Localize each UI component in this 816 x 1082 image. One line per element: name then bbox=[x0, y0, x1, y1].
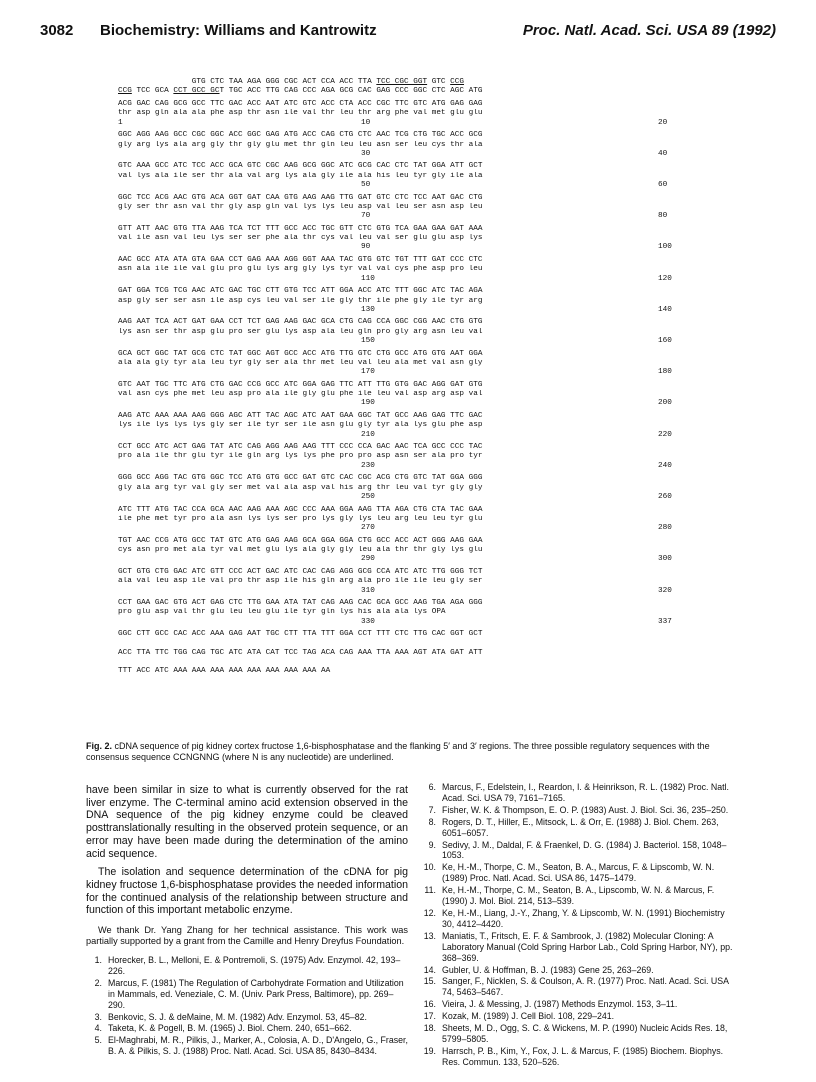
reference-text: Gubler, U. & Hoffman, B. J. (1983) Gene 25, 263–269. bbox=[442, 964, 654, 975]
residue-number: 240 bbox=[658, 461, 672, 470]
reference-list-right bbox=[420, 782, 736, 1068]
reference-entry bbox=[420, 862, 736, 884]
sequence-block bbox=[118, 537, 718, 565]
nucleotide-line: CCT GCC ATC ACT GAG TAT ATC CAG AGG AAG AAG TTT CCC CCA GAC AAC TCA GCC CCC TAC bbox=[118, 443, 483, 452]
sequence-block bbox=[118, 506, 718, 534]
reference-number: 14. bbox=[423, 964, 436, 975]
amino-acid-line: lys ile lys lys lys gly ser ile tyr ser ile asn glu gly tyr ala lys glu phe asp bbox=[118, 421, 483, 430]
residue-number-line bbox=[118, 493, 718, 502]
reference-entry bbox=[420, 908, 736, 930]
reference-text: Benkovic, S. J. & deMaine, M. M. (1982) Adv. Enzymol. 53, 45–82. bbox=[108, 1011, 367, 1022]
sequence-block bbox=[118, 350, 718, 378]
regulatory-sequence-underline: TCC CGC GGT bbox=[376, 78, 428, 86]
residue-number: 220 bbox=[658, 430, 672, 439]
reference-entry bbox=[420, 817, 736, 839]
sequence-block bbox=[118, 162, 718, 190]
reference-text: Maniatis, T., Fritsch, E. F. & Sambrook, J. (1982) Molecular Cloning: A Laboratory Manual (Cold Spring Harbor Lab., Cold Spring Harbor, NY), pp. 368–369. bbox=[442, 930, 733, 963]
regulatory-sequence-underline: CCG bbox=[450, 78, 465, 86]
amino-acid-line: pro glu asp val thr glu leu leu glu ile tyr gln lys his ala ala lys OPA bbox=[118, 608, 446, 617]
reference-text: Sedivy, J. M., Daldal, F. & Fraenkel, D. G. (1984) J. Bacteriol. 158, 1048–1053. bbox=[442, 839, 727, 861]
reference-number: 19. bbox=[423, 1045, 436, 1056]
reference-text: Sanger, F., Nicklen, S. & Coulson, A. R. (1977) Proc. Natl. Acad. Sci. USA 74, 5463–5467. bbox=[442, 976, 729, 998]
residue-number: 130 bbox=[361, 305, 375, 314]
nucleotide-line: AAG AAT TCA ACT GAT GAA CCT TCT GAG AAG GAC GCA CTG CAG CCA GGC CGG AAC CTG GTG bbox=[118, 318, 483, 327]
reference-entry bbox=[86, 978, 408, 1011]
reference-entry bbox=[420, 965, 736, 976]
amino-acid-line: lys asn ser thr asp glu pro ser glu lys asp ala leu gln pro gly arg asn leu val bbox=[118, 327, 483, 336]
reference-text: Kozak, M. (1989) J. Cell Biol. 108, 229–241. bbox=[442, 1011, 615, 1022]
sequence-block bbox=[118, 381, 718, 409]
reference-text: Ke, H.-M., Liang, J.-Y., Zhang, Y. & Lipscomb, W. N. (1991) Biochemistry 30, 4412–4420. bbox=[442, 907, 725, 929]
reference-number: 3. bbox=[94, 1011, 102, 1022]
left-column bbox=[86, 784, 408, 1057]
cdna-sequence bbox=[118, 78, 718, 685]
amino-acid-line: asn ala ile ile val glu pro glu lys arg gly lys tyr val val cys phe asp pro leu bbox=[118, 265, 483, 274]
regulatory-sequence-underline: CCT GCC GC bbox=[173, 87, 220, 96]
nucleotide-line: AAC GCC ATA ATA GTA GAA CCT GAG AAA AGG GGT AAA TAC GTG GTC TGT TTT GAT CCC CTC bbox=[118, 256, 483, 265]
residue-number: 200 bbox=[658, 399, 672, 408]
reference-number: 11. bbox=[424, 885, 436, 896]
amino-acid-line: val asn cys phe met leu asp pro ala ile gly glu phe ile leu val asp arg asp val bbox=[118, 390, 483, 399]
reference-number: 15. bbox=[423, 976, 436, 987]
figure-caption-text: cDNA sequence of pig kidney cortex fructose 1,6-bisphosphatase and the flanking 5′ and 3′ regions. The three possible regulatory sequences with the consensus sequence CCNGNNG (where N is any nucleotide) are underlined. bbox=[86, 741, 710, 762]
residue-number: 210 bbox=[361, 430, 375, 439]
residue-number-line bbox=[118, 243, 718, 252]
reference-entry bbox=[420, 840, 736, 862]
reference-entry bbox=[420, 782, 736, 804]
sequence-block bbox=[118, 256, 718, 284]
residue-number-line bbox=[118, 555, 718, 564]
residue-number: 290 bbox=[361, 555, 375, 564]
residue-number-line bbox=[118, 150, 718, 159]
residue-number: 320 bbox=[658, 586, 672, 595]
reference-text: Taketa, K. & Pogell, B. M. (1965) J. Biol. Chem. 240, 651–662. bbox=[108, 1023, 352, 1034]
residue-number-line bbox=[118, 337, 718, 346]
amino-acid-line: gly arg lys ala arg gly thr gly glu met thr gln leu leu asn ser leu cys thr ala bbox=[118, 140, 483, 149]
reference-number: 10. bbox=[423, 862, 436, 873]
sequence-block bbox=[118, 194, 718, 222]
reference-entry bbox=[420, 999, 736, 1010]
reference-text: Fisher, W. K. & Thompson, E. O. P. (1983) Aust. J. Biol. Sci. 36, 235–250. bbox=[442, 804, 729, 815]
residue-number: 170 bbox=[361, 368, 375, 377]
reference-number: 16. bbox=[423, 999, 436, 1010]
running-head: Biochemistry: Williams and Kantrowitz bbox=[100, 22, 377, 39]
residue-number: 337 bbox=[658, 617, 672, 626]
residue-number: 180 bbox=[658, 368, 672, 377]
amino-acid-line: val lys ala ile ser thr ala val arg lys ala gly ile ala his leu tyr gly ile ala bbox=[118, 171, 483, 180]
residue-number: 330 bbox=[361, 617, 375, 626]
reference-entry bbox=[86, 1012, 408, 1023]
reference-text: Marcus, F., Edelstein, I., Reardon, I. & Heinrikson, R. L. (1982) Proc. Natl. Acad. Sci. USA 79, 7161–7165. bbox=[442, 782, 729, 803]
reference-entry bbox=[420, 1011, 736, 1022]
amino-acid-line: val ile asn val leu lys ser ser phe ala thr cys val leu val ser glu glu asp lys bbox=[118, 234, 483, 243]
sequence-5prime-line-1: GTG CTC TAA AGA GGG CGC ACT CCA ACC TTA TCC CGC GGT GTC CCG bbox=[118, 78, 465, 86]
nucleotide-line: ACG GAC CAG GCG GCC TTC GAC ACC AAT ATC GTC ACC CTA ACC CGC TTC GTC ATG GAG GAG bbox=[118, 100, 483, 109]
reference-number: 7. bbox=[428, 804, 436, 815]
residue-number: 250 bbox=[361, 492, 375, 501]
sequence-block bbox=[118, 131, 718, 159]
amino-acid-line: cys asn pro met ala tyr val met glu lys ala gly gly leu ala thr thr gly lys glu bbox=[118, 546, 483, 555]
residue-number-line bbox=[118, 462, 718, 471]
sequence-block bbox=[118, 568, 718, 596]
reference-entry bbox=[420, 931, 736, 964]
nucleotide-line: GTC AAA GCC ATC TCC ACC GCA GTC CGC AAG GCG GGC ATC GCG CAC CTC TAT GGA ATT GCT bbox=[118, 162, 483, 171]
journal-citation: Proc. Natl. Acad. Sci. USA 89 (1992) bbox=[522, 22, 776, 39]
residue-number: 40 bbox=[658, 149, 668, 158]
nucleotide-line: AAG ATC AAA AAA AAG GGG AGC ATT TAC AGC ATC AAT GAA GGC TAT GCC AAG GAG TTC GAC bbox=[118, 411, 483, 420]
amino-acid-line: pro ala ile thr glu tyr ile gln arg lys lys phe pro pro asp asn ser ala pro tyr bbox=[118, 452, 483, 461]
reference-text: Sheets, M. D., Ogg, S. C. & Wickens, M. P. (1990) Nucleic Acids Res. 18, 5799–5805. bbox=[442, 1023, 728, 1044]
amino-acid-line: asp gly ser ser asn ile asp cys leu val ser ile gly thr ile phe gly ile tyr arg bbox=[118, 296, 483, 305]
residue-number: 10 bbox=[361, 118, 371, 127]
reference-number: 17. bbox=[423, 1011, 436, 1022]
reference-number: 2. bbox=[94, 977, 102, 988]
sequence-block bbox=[118, 318, 718, 346]
reference-number: 13. bbox=[423, 930, 436, 941]
residue-number: 230 bbox=[361, 461, 375, 470]
body-paragraph: have been similar in size to what is currently observed for the rat liver enzyme. The C-terminal amino acid extension observed in the DNA sequence of the pig kidney enzyme could be cleaved posttranslationally resulting in the observed protein sequence, or an error may have been made during the determination of the amino acid sequence. bbox=[86, 784, 408, 860]
nucleotide-line: GGC TCC ACG AAC GTG ACA GGT GAT CAA GTG AAG AAG TTG GAT GTC CTC TCC AAT GAC CTG bbox=[118, 193, 483, 202]
regulatory-sequence-underline: CCG bbox=[118, 87, 132, 96]
reference-entry bbox=[86, 1023, 408, 1034]
reference-text: Rogers, D. T., Hiller, E., Mitsock, L. & Orr, E. (1988) J. Biol. Chem. 263, 6051–6057. bbox=[442, 816, 719, 838]
reference-text: Ke, H.-M., Thorpe, C. M., Seaton, B. A., Marcus, F. & Lipscomb, W. N. (1989) Proc. Natl. Acad. Sci. USA 86, 1475–1479. bbox=[442, 862, 715, 884]
residue-number: 160 bbox=[658, 337, 672, 345]
nucleotide-line: GCT GTG CTG GAC ATC GTT CCC ACT GAC ATC CAC CAG AGG GCG CCA ATC ATC TTG GGG TCT bbox=[118, 567, 483, 576]
figure-caption bbox=[86, 741, 738, 763]
nucleotide-line: ATC TTT ATG TAC CCA GCA AAC AAG AAA AGC CCC AAA GGA AAG TTA AGA CTG CTA TAC GAA bbox=[118, 505, 483, 514]
reference-text: Horecker, B. L., Melloni, E. & Pontremoli, S. (1975) Adv. Enzymol. 42, 193–226. bbox=[108, 955, 401, 976]
reference-number: 12. bbox=[423, 907, 436, 918]
residue-number-line bbox=[118, 306, 718, 315]
residue-number-line bbox=[118, 399, 718, 408]
residue-number: 270 bbox=[361, 524, 375, 533]
residue-number: 100 bbox=[658, 243, 672, 252]
utr-sequence-line: ACC TTA TTC TGG CAG TGC ATC ATA CAT TCC TAG ACA CAG AAA TTA AAA AGT ATA GAT ATT bbox=[118, 648, 483, 657]
residue-number: 110 bbox=[361, 274, 375, 283]
reference-entry bbox=[420, 1023, 736, 1045]
acknowledgments: We thank Dr. Yang Zhang for her technical assistance. This work was partially supported by a grant from the Camille and Henry Dreyfus Foundation. bbox=[86, 925, 408, 947]
reference-number: 6. bbox=[428, 782, 436, 792]
residue-number-line bbox=[118, 618, 718, 627]
residue-number: 150 bbox=[361, 337, 375, 345]
page-number: 3082 bbox=[40, 22, 74, 39]
body-paragraph: The isolation and sequence determination of the cDNA for pig kidney fructose 1,6-bisphosphatase provides the needed information for the continued analysis of the relationship between structure and function of this important metabolic enzyme. bbox=[86, 866, 408, 917]
sequence-block bbox=[118, 474, 718, 502]
utr-sequence-line: GGC CTT GCC CAC ACC AAA GAG AAT TGC CTT TTA TTT GGA CCT TTT CTC TTG CAC GGT GCT bbox=[118, 630, 483, 639]
residue-number: 70 bbox=[361, 212, 371, 221]
reference-entry bbox=[420, 805, 736, 816]
nucleotide-line: GTT ATT AAC GTG TTA AAG TCA TCT TTT GCC ACC TGC GTT CTC GTG TCA GAA GAA GAT AAA bbox=[118, 224, 483, 233]
residue-number: 50 bbox=[361, 181, 371, 190]
figure-label: Fig. 2. bbox=[86, 741, 113, 751]
amino-acid-line: gly ser thr asn val thr gly asp gln val lys lys leu asp val leu ser asn asp leu bbox=[118, 202, 483, 211]
nucleotide-line: CCT GAA GAC GTG ACT GAG CTC TTG GAA ATA TAT CAG AAG CAC GCA GCC AAG TGA AGA GGG bbox=[118, 599, 483, 608]
sequence-block bbox=[118, 443, 718, 471]
amino-acid-line: ala val leu asp ile val pro thr asp ile his gln arg ala pro ile ile leu gly ser bbox=[118, 577, 483, 586]
residue-number-line bbox=[118, 524, 718, 533]
residue-number-line bbox=[118, 181, 718, 190]
reference-entry bbox=[420, 1046, 736, 1068]
nucleotide-line: GAT GGA TCG TCG AAC ATC GAC TGC CTT GTG TCC ATT GGA ACC ATC TTT GGC ATC TAC AGA bbox=[118, 287, 483, 296]
amino-acid-line: ile phe met tyr pro ala asn lys lys ser pro lys gly lys leu arg leu leu tyr glu bbox=[118, 514, 483, 523]
amino-acid-line: ala ala gly tyr ala leu tyr gly ser ala thr met leu val leu ala met val asn gly bbox=[118, 358, 483, 367]
nucleotide-line: GCA GCT GGC TAT GCG CTC TAT GGC AGT GCC ACC ATG TTG GTC CTG GCC ATG GTG AAT GGA bbox=[118, 349, 483, 358]
residue-number: 20 bbox=[658, 118, 668, 127]
nucleotide-line: GGC AGG AAG GCC CGC GGC ACC GGC GAG ATG ACC CAG CTG CTC AAC TCG CTG TGC ACC GCG bbox=[118, 131, 483, 140]
reference-entry bbox=[86, 955, 408, 977]
amino-acid-line: gly ala arg tyr val gly ser met val ala asp val his arg thr leu val tyr gly gly bbox=[118, 483, 483, 492]
reference-number: 9. bbox=[428, 839, 436, 850]
reference-entry bbox=[420, 885, 736, 907]
nucleotide-line: GGG GCC AGG TAC GTG GGC TCC ATG GTG GCC GAT GTC CAC CGC ACG CTG GTC TAT GGA GGG bbox=[118, 474, 483, 483]
residue-number-line bbox=[118, 119, 718, 128]
residue-number-line bbox=[118, 212, 718, 221]
sequence-block bbox=[118, 599, 718, 627]
residue-number: 300 bbox=[658, 555, 672, 564]
amino-acid-line: thr asp gln ala ala phe asp thr asn ile val thr leu thr arg phe val met glu glu bbox=[118, 109, 483, 118]
residue-number: 140 bbox=[658, 305, 672, 314]
reference-entry bbox=[86, 1035, 408, 1057]
reference-number: 18. bbox=[423, 1023, 436, 1034]
reference-text: Harrsch, P. B., Kim, Y., Fox, J. L. & Marcus, F. (1985) Biochem. Biophys. Res. Commun. 133, 520–526. bbox=[442, 1045, 724, 1067]
sequence-block bbox=[118, 100, 718, 128]
residue-number-line bbox=[118, 368, 718, 377]
reference-number: 8. bbox=[428, 816, 436, 827]
residue-number: 190 bbox=[361, 399, 375, 408]
reference-text: Ke, H.-M., Thorpe, C. M., Seaton, B. A., Lipscomb, W. N. & Marcus, F. (1990) J. Mol. Biol. 214, 513–539. bbox=[442, 885, 715, 907]
reference-text: El-Maghrabi, M. R., Pilkis, J., Marker, A., Colosia, A. D., D'Angelo, G., Fraser, B. A. & Pilkis, S. J. (1988) Proc. Natl. Acad. Sci. USA 85, 8430–8434. bbox=[108, 1035, 408, 1057]
sequence-block bbox=[118, 287, 718, 315]
residue-number: 120 bbox=[658, 274, 672, 283]
residue-number-line bbox=[118, 587, 718, 596]
residue-number: 60 bbox=[658, 181, 668, 190]
reference-number: 4. bbox=[94, 1023, 102, 1034]
coding-sequence-blocks bbox=[118, 100, 718, 627]
reference-list-left bbox=[86, 955, 408, 1057]
reference-text: Marcus, F. (1981) The Regulation of Carbohydrate Formation and Utilization in Mammals, ed. Veneziale, C. M. (Univ. Park Press, Baltimore), pp. 269–290. bbox=[108, 977, 404, 1010]
utr-sequence-line: TTT ACC ATC AAA AAA AAA AAA AAA AAA AAA AAA AA bbox=[118, 666, 331, 675]
residue-number: 30 bbox=[361, 149, 371, 158]
residue-number: 80 bbox=[658, 212, 668, 221]
sequence-3prime-tail bbox=[118, 630, 718, 676]
sequence-5prime-line-2: CCG TCC GCA CCT GCC GCT TGC ACC TTG CAG CCC AGA GCG CAC GAG CCC GGC CTC AGC ATG bbox=[118, 87, 483, 96]
reference-number: 1. bbox=[94, 955, 102, 966]
nucleotide-line: GTC AAT TGC TTC ATG CTG GAC CCG GCC ATC GGA GAG TTC ATT TTG GTG GAC AGG GAT GTG bbox=[118, 380, 483, 389]
sequence-block bbox=[118, 225, 718, 253]
page-header bbox=[40, 22, 776, 44]
residue-number: 280 bbox=[658, 524, 672, 533]
residue-number-line bbox=[118, 431, 718, 440]
reference-entry bbox=[420, 976, 736, 998]
residue-number: 310 bbox=[361, 586, 375, 595]
residue-number: 260 bbox=[658, 492, 672, 501]
residue-number: 1 bbox=[118, 118, 123, 127]
reference-text: Vieira, J. & Messing, J. (1987) Methods Enzymol. 153, 3–11. bbox=[442, 999, 678, 1010]
residue-number: 90 bbox=[361, 243, 371, 252]
nucleotide-line: TGT AAC CCG ATG GCC TAT GTC ATG GAG AAG GCA GGA GGA CTG GCC ACC ACT GGG AAG GAA bbox=[118, 536, 483, 545]
sequence-block bbox=[118, 412, 718, 440]
reference-number: 5. bbox=[94, 1035, 102, 1046]
residue-number-line bbox=[118, 275, 718, 284]
